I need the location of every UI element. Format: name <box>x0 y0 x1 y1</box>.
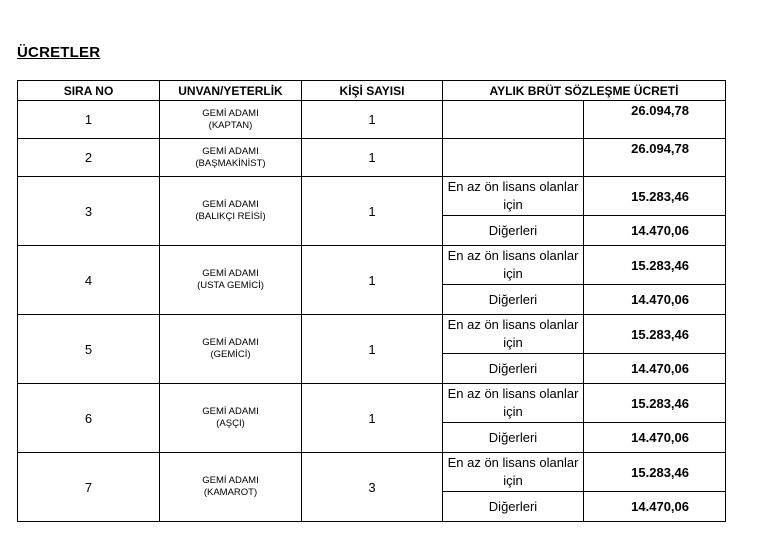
header-unvan: UNVAN/YETERLİK <box>160 81 302 101</box>
row-amount: 26.094,78 <box>584 139 726 177</box>
row-amount-diger: 14.470,06 <box>584 285 726 315</box>
unvan-line: GEMİ ADAMI <box>202 107 259 119</box>
row-kisi: 1 <box>302 139 443 177</box>
row-amount-diger: 14.470,06 <box>584 354 726 384</box>
unvan-line: (KAMAROT) <box>203 487 258 498</box>
row-no: 2 <box>18 139 160 177</box>
row-amount-diger: 14.470,06 <box>584 423 726 453</box>
row-amount: 26.094,78 <box>584 101 726 139</box>
row-kisi: 1 <box>302 246 443 315</box>
row-category-diger: Diğerleri <box>443 216 584 246</box>
unvan-line: GEMİ ADAMI <box>202 199 259 210</box>
row-unvan <box>160 139 302 177</box>
row-no: 6 <box>18 384 160 453</box>
unvan-line: (AŞÇI) <box>216 418 245 429</box>
table-row <box>18 453 726 492</box>
row-category-diger: Diğerleri <box>443 354 584 384</box>
row-kisi: 3 <box>302 453 443 522</box>
row-category-empty <box>443 101 584 139</box>
row-category-diger: Diğerleri <box>443 285 584 315</box>
row-kisi: 1 <box>302 101 443 139</box>
table-row <box>18 177 726 216</box>
row-category-lisans: En az ön lisans olanlar için <box>443 315 584 354</box>
row-no: 1 <box>18 101 160 139</box>
row-unvan <box>160 246 302 315</box>
row-unvan <box>160 101 302 139</box>
unvan-line: (KAPTAN) <box>208 119 253 131</box>
row-kisi: 1 <box>302 384 443 453</box>
page-title: ÜCRETLER <box>17 44 101 61</box>
row-amount-lisans: 15.283,46 <box>584 177 726 216</box>
row-unvan <box>160 453 302 522</box>
unvan-line: GEMİ ADAMI <box>202 268 259 279</box>
row-category-diger: Diğerleri <box>443 492 584 522</box>
unvan-line: GEMİ ADAMI <box>202 475 259 486</box>
table-row <box>18 246 726 285</box>
row-unvan <box>160 315 302 384</box>
header-kisi-sayisi: KİŞİ SAYISI <box>302 81 443 101</box>
row-amount-diger: 14.470,06 <box>584 492 726 522</box>
unvan-line: (BAŞMAKİNİST) <box>195 157 266 169</box>
row-no: 4 <box>18 246 160 315</box>
row-category-diger: Diğerleri <box>443 423 584 453</box>
row-kisi: 1 <box>302 177 443 246</box>
row-no: 3 <box>18 177 160 246</box>
row-amount-lisans: 15.283,46 <box>584 453 726 492</box>
row-kisi: 1 <box>302 315 443 384</box>
wages-table <box>17 80 726 522</box>
table-row <box>18 384 726 423</box>
unvan-line: GEMİ ADAMI <box>202 337 259 348</box>
table-row <box>18 315 726 354</box>
header-row <box>18 81 726 101</box>
unvan-line: GEMİ ADAMI <box>202 406 259 417</box>
row-amount-lisans: 15.283,46 <box>584 384 726 423</box>
row-amount-lisans: 15.283,46 <box>584 315 726 354</box>
row-amount-diger: 14.470,06 <box>584 216 726 246</box>
row-unvan <box>160 177 302 246</box>
unvan-line: (GEMİCİ) <box>210 349 251 360</box>
row-category-lisans: En az ön lisans olanlar için <box>443 246 584 285</box>
unvan-line: (USTA GEMİCİ) <box>197 280 264 291</box>
table-row <box>18 139 726 177</box>
row-category-empty <box>443 139 584 177</box>
row-no: 7 <box>18 453 160 522</box>
header-aylik-brut-ucret: AYLIK BRÜT SÖZLEŞME ÜCRETİ <box>443 81 726 101</box>
unvan-line: (BALIKÇI REİSİ) <box>195 211 266 222</box>
row-no: 5 <box>18 315 160 384</box>
row-category-lisans: En az ön lisans olanlar için <box>443 453 584 492</box>
row-category-lisans: En az ön lisans olanlar için <box>443 384 584 423</box>
row-amount-lisans: 15.283,46 <box>584 246 726 285</box>
table-row <box>18 101 726 139</box>
row-unvan <box>160 384 302 453</box>
row-category-lisans: En az ön lisans olanlar için <box>443 177 584 216</box>
header-sira-no: SIRA NO <box>18 81 160 101</box>
unvan-line: GEMİ ADAMI <box>202 145 259 157</box>
